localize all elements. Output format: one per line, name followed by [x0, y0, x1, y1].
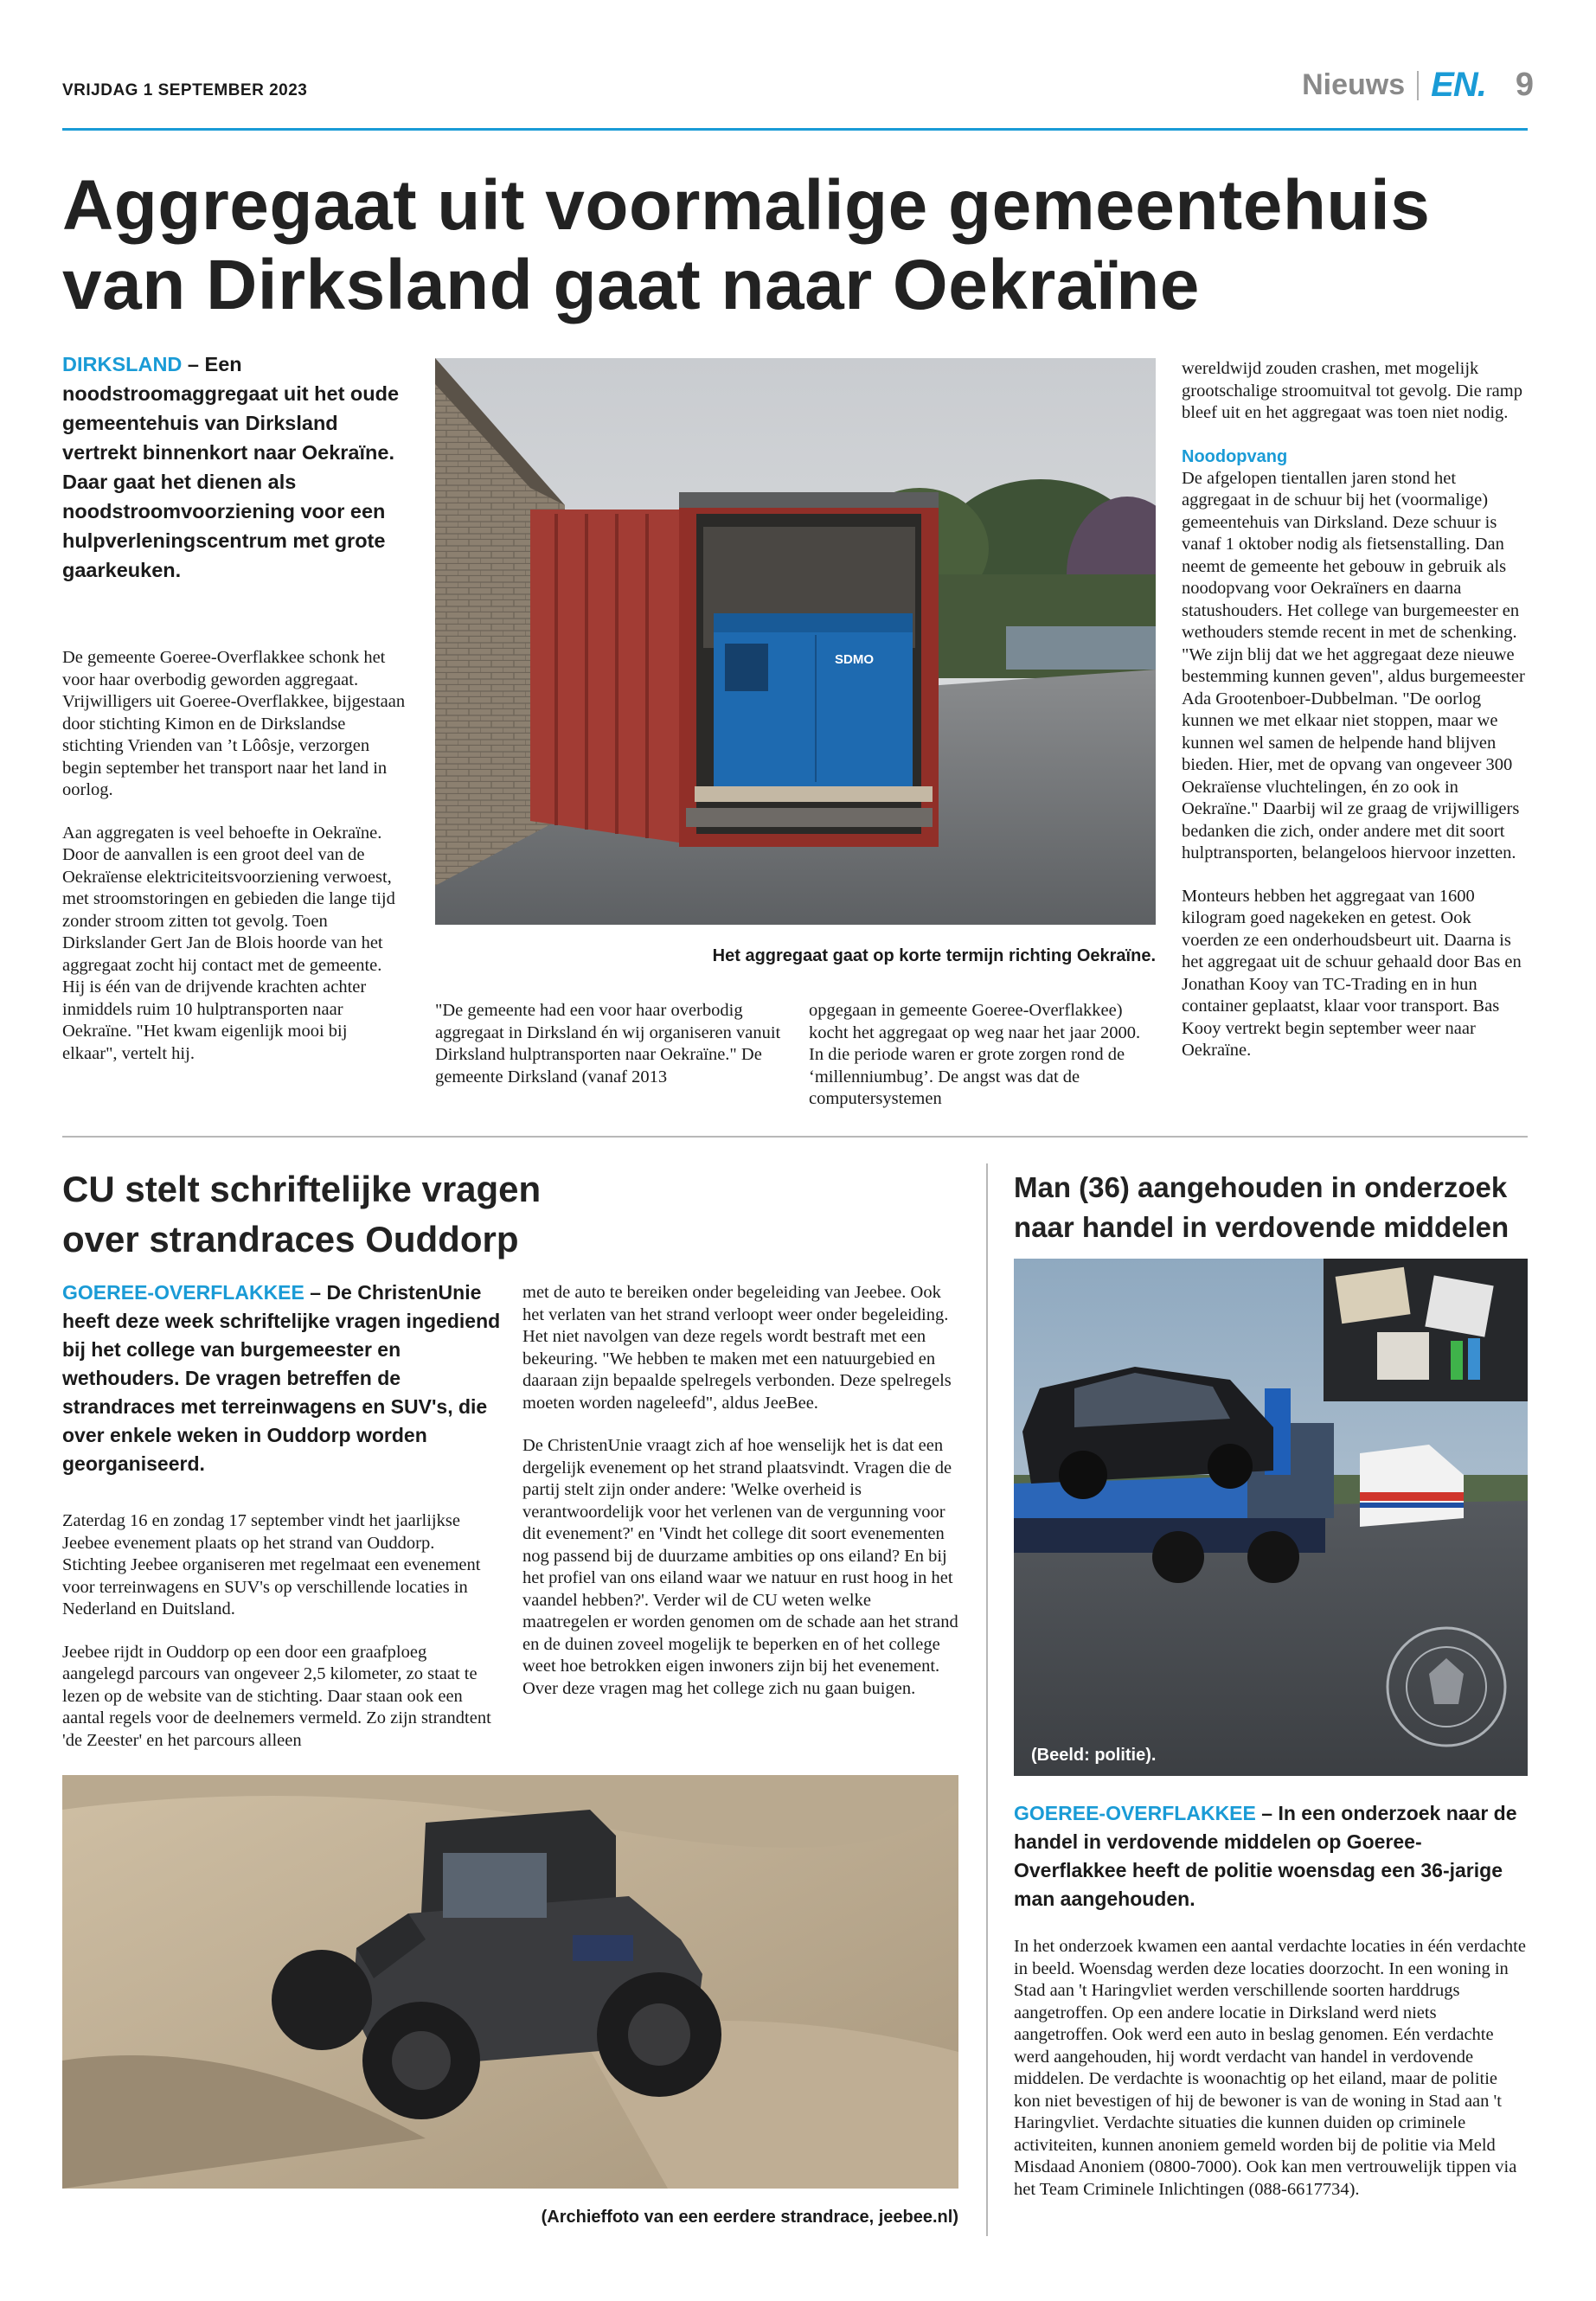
container-door	[530, 510, 679, 843]
article3-photo	[1014, 1259, 1528, 1776]
article2-photo	[62, 1775, 958, 2189]
lead-text: – Een noodstroomaggregaat uit het oude gemeentehuis van Dirksland vertrekt binnenkort naar Oekraïne. Daar gaat het dienen als noodstroomvoorziening voor een hulpverleningscentrum met grote gaarkeuken.	[62, 353, 400, 581]
generator-brand: SDMO	[835, 652, 874, 667]
article2-photo-caption: (Archieffoto van een eerdere strandrace, jeebee.nl)	[541, 2208, 958, 2227]
article1-col4	[1182, 358, 1528, 1083]
article2-col1	[62, 1510, 499, 1772]
masthead-separator	[1417, 71, 1419, 100]
paragraph: De afgelopen tientallen jaren stond het aggregaat in de schuur bij het (voormalige) gemeentehuis van Dirksland. Deze schuur is vanaf 1 oktober nodig als fietsenstalling. Dan neemt de gemeente het gebouw in gebruik als noodopvang voor Oekraïners en daarna statushouders. Het college van burgemeester en wethouders stemde recent in met de schenking. "We zijn blij dat we het aggregaat deze nieuwe bestemming kunnen geven", aldus burgemeester Ada Grootenboer-Dubbelman. "De oorlog kunnen we met elkaar niet stoppen, maar we kunnen wel samen de helpende hand blijven bieden. Hier, met de opvang van ongeveer 300 Oekraïense vluchtelingen, én zo ook in Oekraïne." Daarbij wil ze graag de vrijwilligers bedanken die zich, onder andere met dit soort hulptransporten, belangeloos hiervoor inzetten.	[1182, 468, 1525, 862]
headline-line: over strandraces Ouddorp	[62, 1219, 519, 1259]
subheading-noodopvang: Noodopvang	[1182, 446, 1288, 466]
column-divider	[986, 1163, 988, 2236]
headline-line: Aggregaat uit voormalige gemeentehuis	[62, 166, 1431, 245]
paragraph: Jeebee rijdt in Ouddorp op een door een graafploeg aangelegd parcours van ongeveer 2,5 kilometer, zo staat te lezen op de website van de stichting. Daar staan ook een aantal regels voor de deelnemers vermeld. Zo zijn strandtent 'de Zeester' en het parcours alleen	[62, 1642, 491, 1750]
headline-line: naar handel in verdovende middelen	[1014, 1211, 1509, 1243]
article3-body	[1014, 1936, 1528, 2221]
article1-lead	[62, 349, 408, 585]
section-name: Nieuws	[1302, 68, 1406, 101]
newspaper-logo: EN.	[1431, 66, 1486, 104]
article1-col1	[62, 647, 407, 1086]
article2-headline	[62, 1164, 962, 1265]
truck	[1006, 626, 1156, 670]
paragraph: De ChristenUnie vraagt zich af hoe wenselijk het is dat een dergelijk evenement op het strand plaatsvindt. Vragen die de partij stelt zijn onder andere: 'Welke overheid is verantwoordelijk voor het verlenen van de vergunning voor dit evenement?' en 'Vindt het college dit soort evenementen nog passend bij de duurzame ambities op ons eiland? En bij het profiel van ons eiland waar we natuur en rust hoog in het vaandel hebben?'. Verder wil de CU weten welke maatregelen er worden genomen om de schade aan het strand en de duinen zoveel mogelijk te beperken en of het college weet hoe betrokken eigen inwoners zijn bij het evenement. Over deze vragen mag het college zich nu gaan buigen.	[522, 1436, 958, 1698]
article3-headline	[1014, 1168, 1533, 1247]
article1-col2	[435, 1000, 781, 1109]
section-divider	[62, 1136, 1528, 1138]
article1-photo-caption: Het aggregaat gaat op korte termijn richting Oekraïne.	[712, 946, 1156, 965]
paragraph: Zaterdag 16 en zondag 17 september vindt het jaarlijkse Jeebee evenement plaats op het strand van Ouddorp. Stichting Jeebee organiseren met regelmaat een evenement voor terreinwagens en SUV's op verschillende locaties in Nederland en Duitsland.	[62, 1511, 481, 1618]
generator	[714, 613, 913, 786]
masthead-rule	[62, 128, 1528, 131]
paragraph: met de auto te bereiken onder begeleiding van Jeebee. Ook het verlaten van het strand verloopt weer onder begeleiding. Het niet navolgen van deze regels wordt bestraft met een bekeuring. "We hebben te maken met een natuurgebied en daaraan zijn bepaalde spelregels verbonden. Deze spelregels moeten worden nageleefd", aldus JeeBee.	[522, 1283, 952, 1413]
issue-date: VRIJDAG 1 SEPTEMBER 2023	[62, 81, 308, 99]
headline-line: van Dirksland gaat naar Oekraïne	[62, 246, 1200, 324]
paragraph: De gemeente Goeree-Overflakkee schonk het voor haar overbodig geworden aggregaat. Vrijwilligers uit Goeree-Overflakkee, bijgestaan door stichting Kimon en de Dirkslandse stichting Vrienden van ’t Lôôsje, verzorgen begin september het transport naar het land in oorlog.	[62, 648, 406, 799]
masthead	[1302, 66, 1534, 105]
article2-location: GOEREE-OVERFLAKKEE	[62, 1281, 304, 1304]
article3-lead	[1014, 1799, 1528, 1913]
lead-text: – De ChristenUnie heeft deze week schriftelijke vragen ingediend bij het college van burgemeester en wethouders. De vragen betreffen de strandraces met terreinwagens en SUV's, die over enkele weken in Ouddorp worden georganiseerd.	[62, 1281, 501, 1475]
paragraph: wereldwijd zouden crashen, met mogelijk grootschalige stroomuitval tot gevolg. Die ramp bleef uit en het aggregaat was toen niet nodig.	[1182, 359, 1522, 422]
article2-col2	[522, 1282, 959, 1721]
paragraph: opgegaan in gemeente Goeree-Overflakkee) kocht het aggregaat op weg naar het jaar 2000. In die periode waren er grote zorgen rond de ‘millenniumbug’. De angst was dat de computersystemen	[809, 1001, 1141, 1108]
article1-headline	[62, 166, 1524, 325]
article1-location: DIRKSLAND	[62, 353, 183, 375]
paragraph: "De gemeente had een voor haar overbodig aggregaat in Dirksland én wij organiseren vanuit Dirksland hulptransporten naar Oekraïne." De gemeente Dirksland (vanaf 2013	[435, 1001, 781, 1086]
lead-text: – In een onderzoek naar de handel in verdovende middelen op Goeree-Overflakkee heeft de politie woensdag een 36-jarige man aangehouden.	[1014, 1802, 1517, 1910]
article3-location: GOEREE-OVERFLAKKEE	[1014, 1802, 1256, 1824]
paragraph: Monteurs hebben het aggregaat van 1600 kilogram goed nagekeken en getest. Ook voerden ze een onderhoudsbeurt uit. Daarna is het aggregaat uit de schuur gehaald door Bas en Jonathan Kooy van TC-Trading en in hun container geplaatst, klaar voor transport. Bas Kooy vertrekt begin september weer naar Oekraïne.	[1182, 886, 1522, 1060]
headline-line: Man (36) aangehouden in onderzoek	[1014, 1171, 1508, 1203]
article1-col3	[809, 1000, 1155, 1131]
driver	[573, 1935, 633, 1961]
drug-evidence-inset	[1324, 1259, 1528, 1401]
page-number: 9	[1515, 67, 1534, 103]
paragraph: In het onderzoek kwamen een aantal verdachte locaties in één verdachte in beeld. Woensdag werden deze locaties doorzocht. In een woning in Stad aan 't Haringvliet werden verschillende soorten harddrugs aangetroffen. Op een andere locatie in Dirksland werd niets aangetroffen. Ook werd een auto in beslag genomen. Eén verdachte werd aangehouden, hij wordt verdacht van handel in verdovende middelen. De verdachte is woonachtig op het eiland, maar de politie kon niet bevestigen of hij de bewoner is van de woning in Stad aan 't Haringvliet. Verdachte situaties die kunnen duiden op criminele activiteiten, kunnen anoniem gemeld worden bij de politie via Meld Misdaad Anoniem (0800-7000). Ook kan men vertrouwelijk tippen via het Team Criminele Inlichtingen (088-6617734).	[1014, 1937, 1526, 2199]
photo-credit: (Beeld: politie).	[1031, 1746, 1157, 1765]
headline-line: CU stelt schriftelijke vragen	[62, 1169, 542, 1209]
article2-lead	[62, 1279, 503, 1478]
paragraph: Aan aggregaten is veel behoefte in Oekraïne. Door de aanvallen is een groot deel van de Oekraïense elektriciteitsvoorziening verwoest, met stroomstoringen en gebieden die lange tijd zonder stroom zitten tot gevolg. Toen Dirkslander Gert Jan de Blois hoorde van het aggregaat zocht hij contact met de gemeente. Hij is één van de drijvende krachten achter inmiddels ruim 10 hulptransporten naar Oekraïne. "Het kwam eigenlijk mooi bij elkaar", vertelt hij.	[62, 823, 395, 1063]
article1-photo	[435, 358, 1156, 925]
